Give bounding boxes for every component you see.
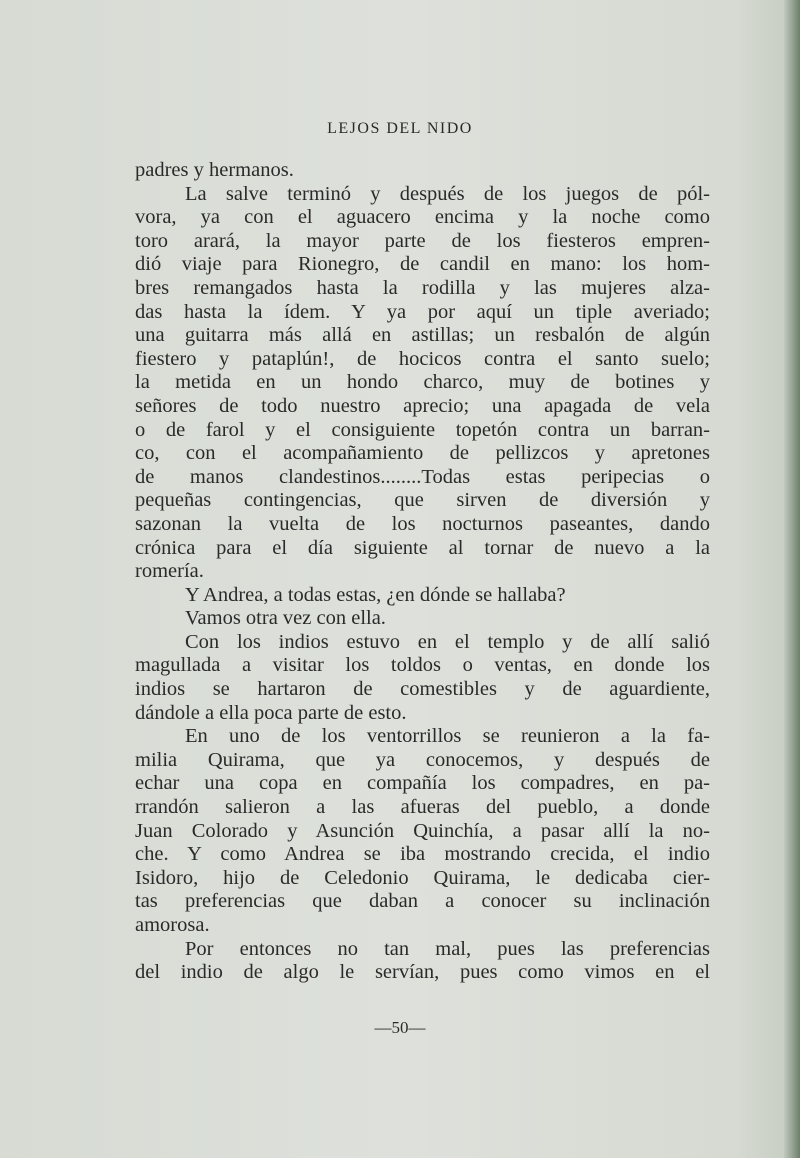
- text-line: tas preferencias que daban a conocer su inclinación: [135, 890, 710, 913]
- text-line: vora, ya con el aguacero encima y la noche como: [135, 206, 710, 229]
- text-line: Juan Colorado y Asunción Quinchía, a pasar allí la no-: [135, 819, 710, 842]
- text-line: che. Y como Andrea se iba mostrando crecida, el indio: [135, 843, 710, 866]
- text-line: dió viaje para Rionegro, de candil en mano: los hom-: [135, 253, 710, 276]
- text-line: Vamos otra vez con ella.: [185, 607, 386, 630]
- text-line: o de farol y el consiguiente topetón contra un barran-: [135, 418, 710, 441]
- text-line: Por entonces no tan mal, pues las preferencias: [185, 937, 710, 960]
- text-line: una guitarra más allá en astillas; un resbalón de algún: [135, 324, 710, 347]
- page-edge: [784, 0, 800, 1158]
- text-line: sazonan la vuelta de los nocturnos paseantes, dando: [135, 512, 710, 535]
- text-line: amorosa.: [135, 914, 210, 936]
- text-line: rrandón salieron a las afueras del pueblo, a donde: [135, 796, 710, 819]
- text-line: dándole a ella poca parte de esto.: [135, 701, 407, 724]
- text-line: de manos clandestinos........Todas estas peripecias o: [135, 465, 710, 488]
- text-line: bres remangados hasta la rodilla y las mujeres alza-: [135, 276, 710, 299]
- text-line: padres y hermanos.: [135, 159, 294, 181]
- page-number: —50—: [374, 1018, 426, 1037]
- text-line: del indio de algo le servían, pues como vimos en el: [135, 961, 710, 984]
- running-header: LEJOS DEL NIDO: [327, 120, 473, 137]
- body-text: [135, 159, 710, 985]
- text-line: co, con el acompañamiento de pellizcos y apretones: [135, 442, 710, 465]
- text-line: En uno de los ventorrillos se reunieron a la fa-: [185, 725, 710, 748]
- text-line: la metida en un hondo charco, muy de botines y: [135, 371, 710, 394]
- text-line: toro arará, la mayor parte de los fiesteros empren-: [135, 229, 710, 252]
- text-line: magullada a visitar los toldos o ventas, en donde los: [135, 654, 710, 677]
- text-line: milia Quirama, que ya conocemos, y después de: [135, 748, 710, 771]
- text-line: pequeñas contingencias, que sirven de diversión y: [135, 489, 710, 512]
- text-line: Y Andrea, a todas estas, ¿en dónde se hallaba?: [185, 583, 566, 606]
- text-line: Con los indios estuvo en el templo y de allí salió: [185, 630, 710, 653]
- text-line: señores de todo nuestro aprecio; una apagada de vela: [135, 394, 710, 417]
- text-line: romería.: [135, 560, 204, 583]
- text-line: crónica para el día siguiente al tornar de nuevo a la: [135, 536, 710, 559]
- text-line: das hasta la ídem. Y ya por aquí un tiple averiado;: [135, 300, 710, 323]
- text-line: echar una copa en compañía los compadres, en pa-: [135, 772, 710, 795]
- text-line: La salve terminó y después de los juegos de pól-: [185, 182, 710, 205]
- text-line: fiestero y pataplún!, de hocicos contra el santo suelo;: [135, 347, 710, 370]
- text-line: Isidoro, hijo de Celedonio Quirama, le dedicaba cier-: [135, 866, 710, 889]
- text-line: indios se hartaron de comestibles y de aguardiente,: [135, 678, 710, 701]
